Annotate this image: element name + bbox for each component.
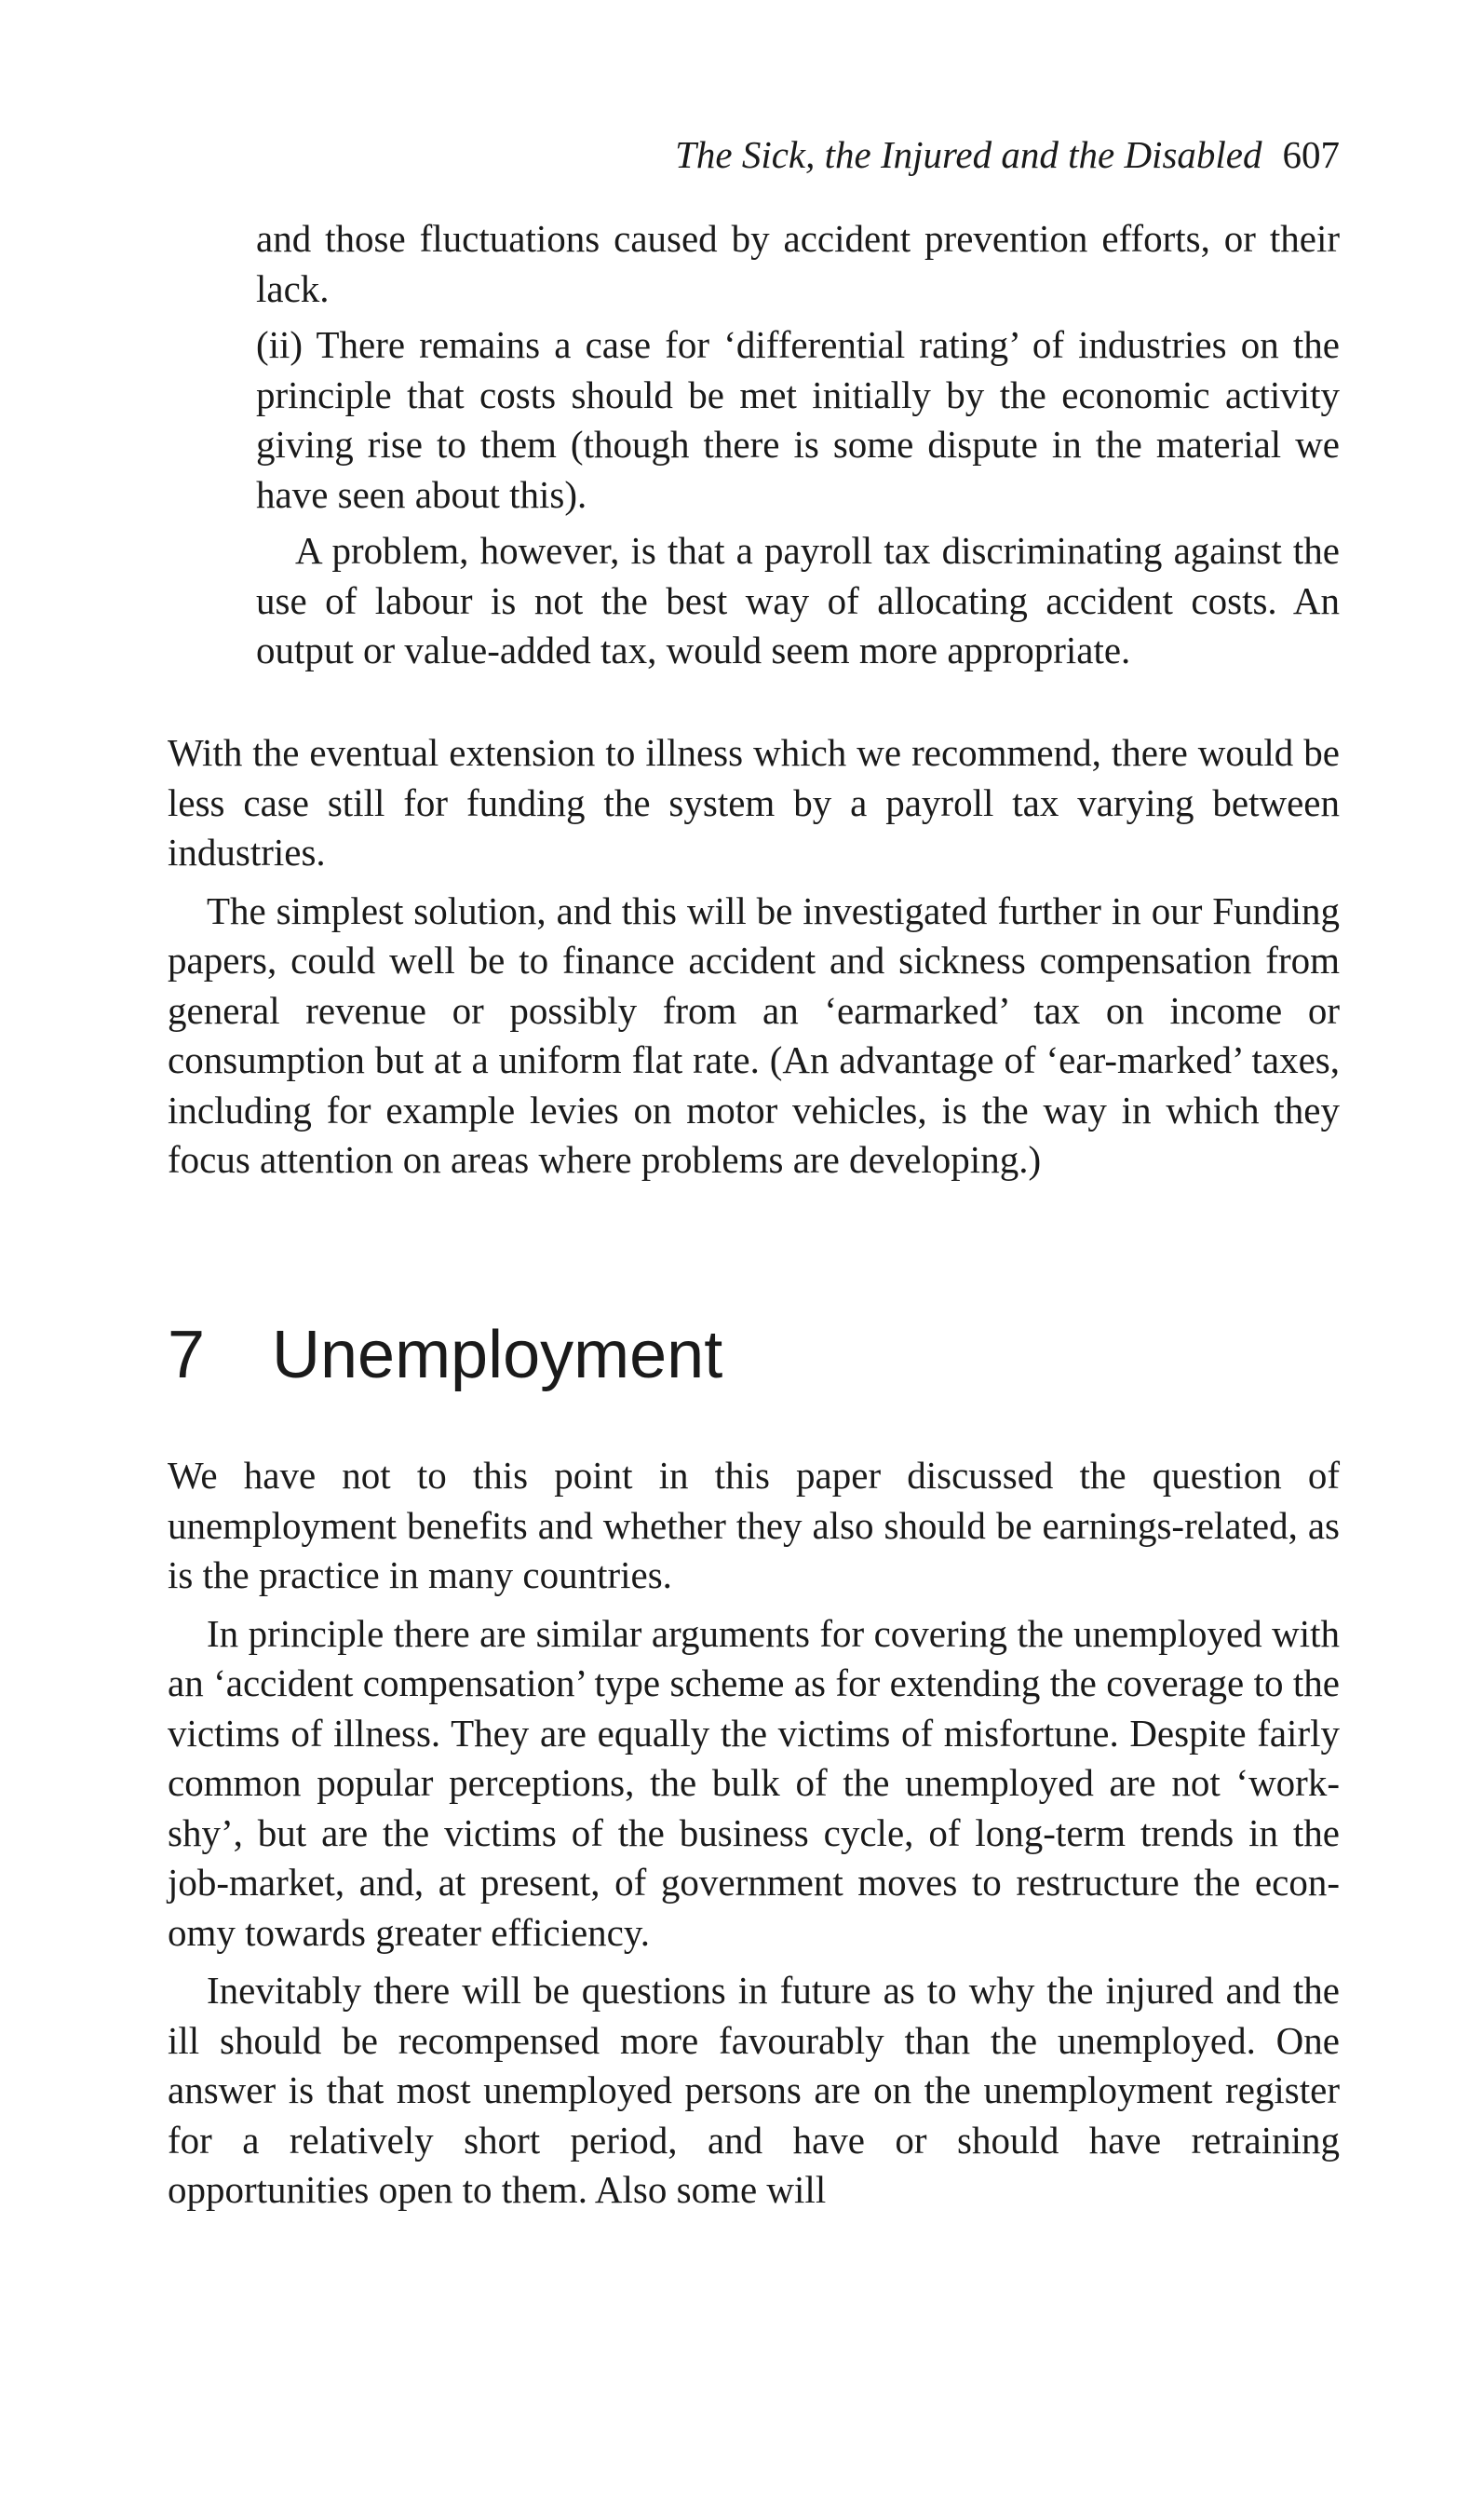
unemployment-paragraphs xyxy=(168,1451,1340,2216)
section-heading xyxy=(168,1313,722,1397)
paragraph-illness-extension: With the eventual extension to illness which we recommend, there would be less case still for funding the system by a payroll tax varying between industries. xyxy=(168,731,1340,874)
paragraph-principle-arguments: In principle there are similar arguments for covering the unemployed with an ‘accident compensation’ type scheme as for extending the coverage to the victims of illness. They are equally the victims of misfortune. Despite fairly common popular perceptions, the bulk of the unemployed are not ‘work-shy’, but are the victims of the business cycle, of long-term trends in the job-market, and, at present, of government moves to restructure the economy towards greater efficiency. xyxy=(168,1611,1340,1954)
running-head xyxy=(675,130,1340,179)
paragraph-inevitable-questions: Inevitably there will be questions in future as to why the injured and the ill should be recompensed more favourably than the unemployed. One answer is that most unemployed persons are on the unemployment register for a relatively short period, and have or should have retraining opportunities open to them. Also some will xyxy=(168,1969,1340,2211)
paragraph-simplest-solution: The simplest solution, and this will be investigated further in our Funding papers, could well be to finance accident and sickness compensation from general revenue or possibly from an ‘earmarked’ tax on income or consumption but at a uniform flat rate. (An advantage of ‘ear-marked’ taxes, including for example levies on motor vehicles, is the way in which they focus attention on areas where problems are developing.) xyxy=(168,888,1340,1181)
paragraph-payroll-tax-problem: A problem, however, is that a payroll tax discriminating against the use of labour is not the best way of allocating accident costs. An output or value-added tax, would seem more appropriate. xyxy=(256,529,1340,671)
paragraph-differential-rating: (ii) There remains a case for ‘differential rating’ of industries on the principle that costs should be met initially by the economic activity giving rise to them (though there is some dispute in the material we have seen about this). xyxy=(256,323,1340,516)
section-title: Unemployment xyxy=(272,1318,723,1392)
funding-paragraphs xyxy=(168,728,1340,1186)
page-number: 607 xyxy=(1282,133,1340,176)
paragraph-unemployment-intro: We have not to this point in this paper discussed the question of unemployment benefits and whether they also should be earnings-related, as is the practice in many countries. xyxy=(168,1454,1340,1596)
section-number: 7 xyxy=(168,1318,206,1392)
indented-paragraphs xyxy=(168,214,1340,676)
running-head-title: The Sick, the Injured and the Disabled xyxy=(675,133,1262,176)
paragraph-continuation: and those fluctuations caused by accident prevention efforts, or their lack. xyxy=(256,217,1340,310)
